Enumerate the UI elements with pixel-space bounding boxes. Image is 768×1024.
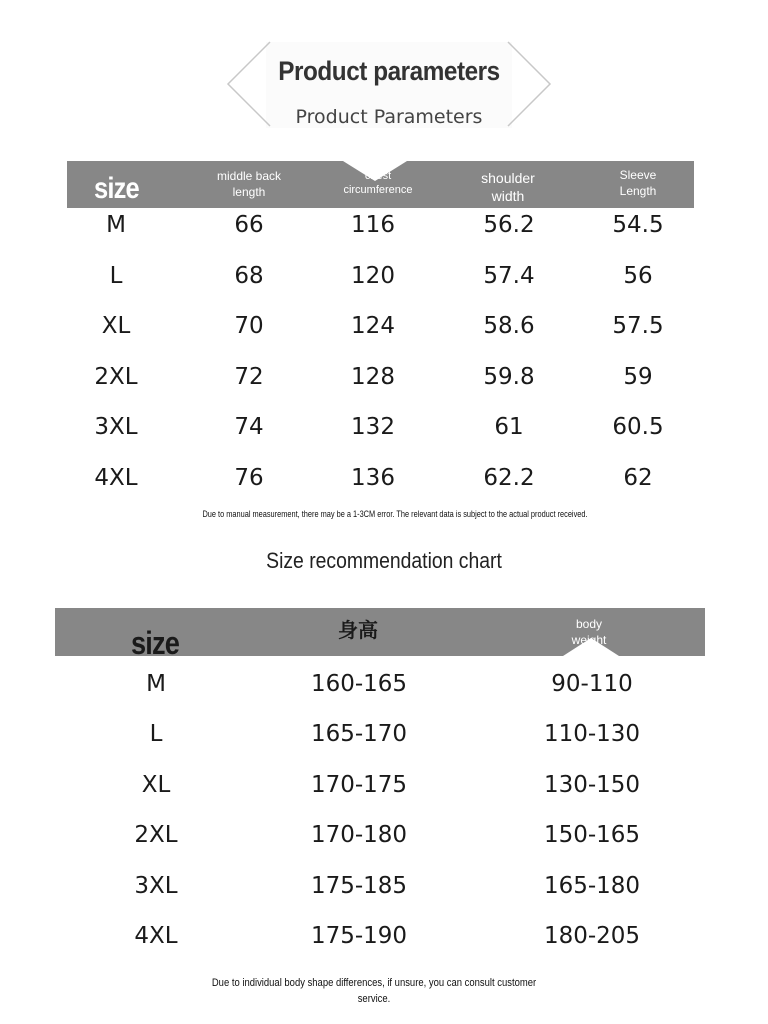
cell-sleeve: 54.5 (612, 212, 664, 238)
cell-chest: 128 (351, 364, 395, 390)
header-back-length: middle back length (216, 169, 282, 199)
cell-shoulder: 56.2 (483, 212, 535, 238)
header-size: size (94, 172, 139, 205)
cell-height: 175-185 (310, 873, 408, 899)
header-height: 身高 (338, 618, 378, 642)
cell-back-length: 76 (234, 465, 264, 491)
cell-shoulder: 59.8 (483, 364, 535, 390)
cell-back-length: 72 (234, 364, 264, 390)
recommendation-header (55, 608, 705, 661)
cell-weight: 180-205 (543, 923, 641, 949)
cell-height: 170-175 (310, 772, 408, 798)
cell-size: 3XL (134, 873, 178, 899)
cell-chest: 124 (351, 313, 395, 339)
cell-sleeve: 57.5 (612, 313, 664, 339)
cell-size: 3XL (94, 414, 138, 440)
cell-sleeve: 60.5 (612, 414, 664, 440)
cell-sleeve: 62 (623, 465, 653, 491)
cell-shoulder: 61 (494, 414, 524, 440)
cell-height: 160-165 (310, 671, 408, 697)
cell-back-length: 68 (234, 263, 264, 289)
cell-size: 4XL (134, 923, 178, 949)
fit-note: Due to individual body shape differences, if unsure, you can consult customer service. (211, 977, 537, 1005)
header-chest: chest circumference (343, 170, 413, 197)
cell-size: 2XL (134, 822, 178, 848)
cell-chest: 136 (351, 465, 395, 491)
cell-size: L (149, 721, 163, 747)
cell-back-length: 70 (234, 313, 264, 339)
cell-shoulder: 57.4 (483, 263, 535, 289)
cell-sleeve: 56 (623, 263, 653, 289)
cell-chest: 132 (351, 414, 395, 440)
cell-size: 4XL (94, 465, 138, 491)
section-title: Size recommendation chart (266, 548, 502, 573)
cell-weight: 150-165 (543, 822, 641, 848)
cell-size: M (106, 212, 126, 238)
cell-weight: 110-130 (543, 721, 641, 747)
params-header (67, 161, 694, 208)
cell-chest: 116 (351, 212, 395, 238)
header-weight: body weight (571, 617, 607, 647)
cell-height: 175-190 (310, 923, 408, 949)
page-title: Product parameters (278, 56, 500, 86)
cell-height: 170-180 (310, 822, 408, 848)
page-subtitle: Product Parameters (295, 106, 483, 128)
cell-height: 165-170 (310, 721, 408, 747)
header-sleeve: Sleeve Length (619, 168, 657, 198)
cell-shoulder: 58.6 (483, 313, 535, 339)
cell-chest: 120 (351, 263, 395, 289)
title-banner (226, 40, 552, 130)
cell-size: XL (141, 772, 171, 798)
cell-size: M (146, 671, 166, 697)
cell-size: 2XL (94, 364, 138, 390)
cell-size: L (109, 263, 123, 289)
header-size: size (131, 625, 180, 661)
cell-weight: 90-110 (551, 671, 633, 697)
cell-shoulder: 62.2 (483, 465, 535, 491)
cell-weight: 130-150 (543, 772, 641, 798)
cell-back-length: 74 (234, 414, 264, 440)
header-shoulder: shoulder width (481, 170, 535, 205)
cell-back-length: 66 (234, 212, 264, 238)
cell-sleeve: 59 (623, 364, 653, 390)
measurement-note: Due to manual measurement, there may be a 1-3CM error. The relevant data is subject to the actual product received. (202, 509, 588, 519)
cell-size: XL (101, 313, 131, 339)
cell-weight: 165-180 (543, 873, 641, 899)
